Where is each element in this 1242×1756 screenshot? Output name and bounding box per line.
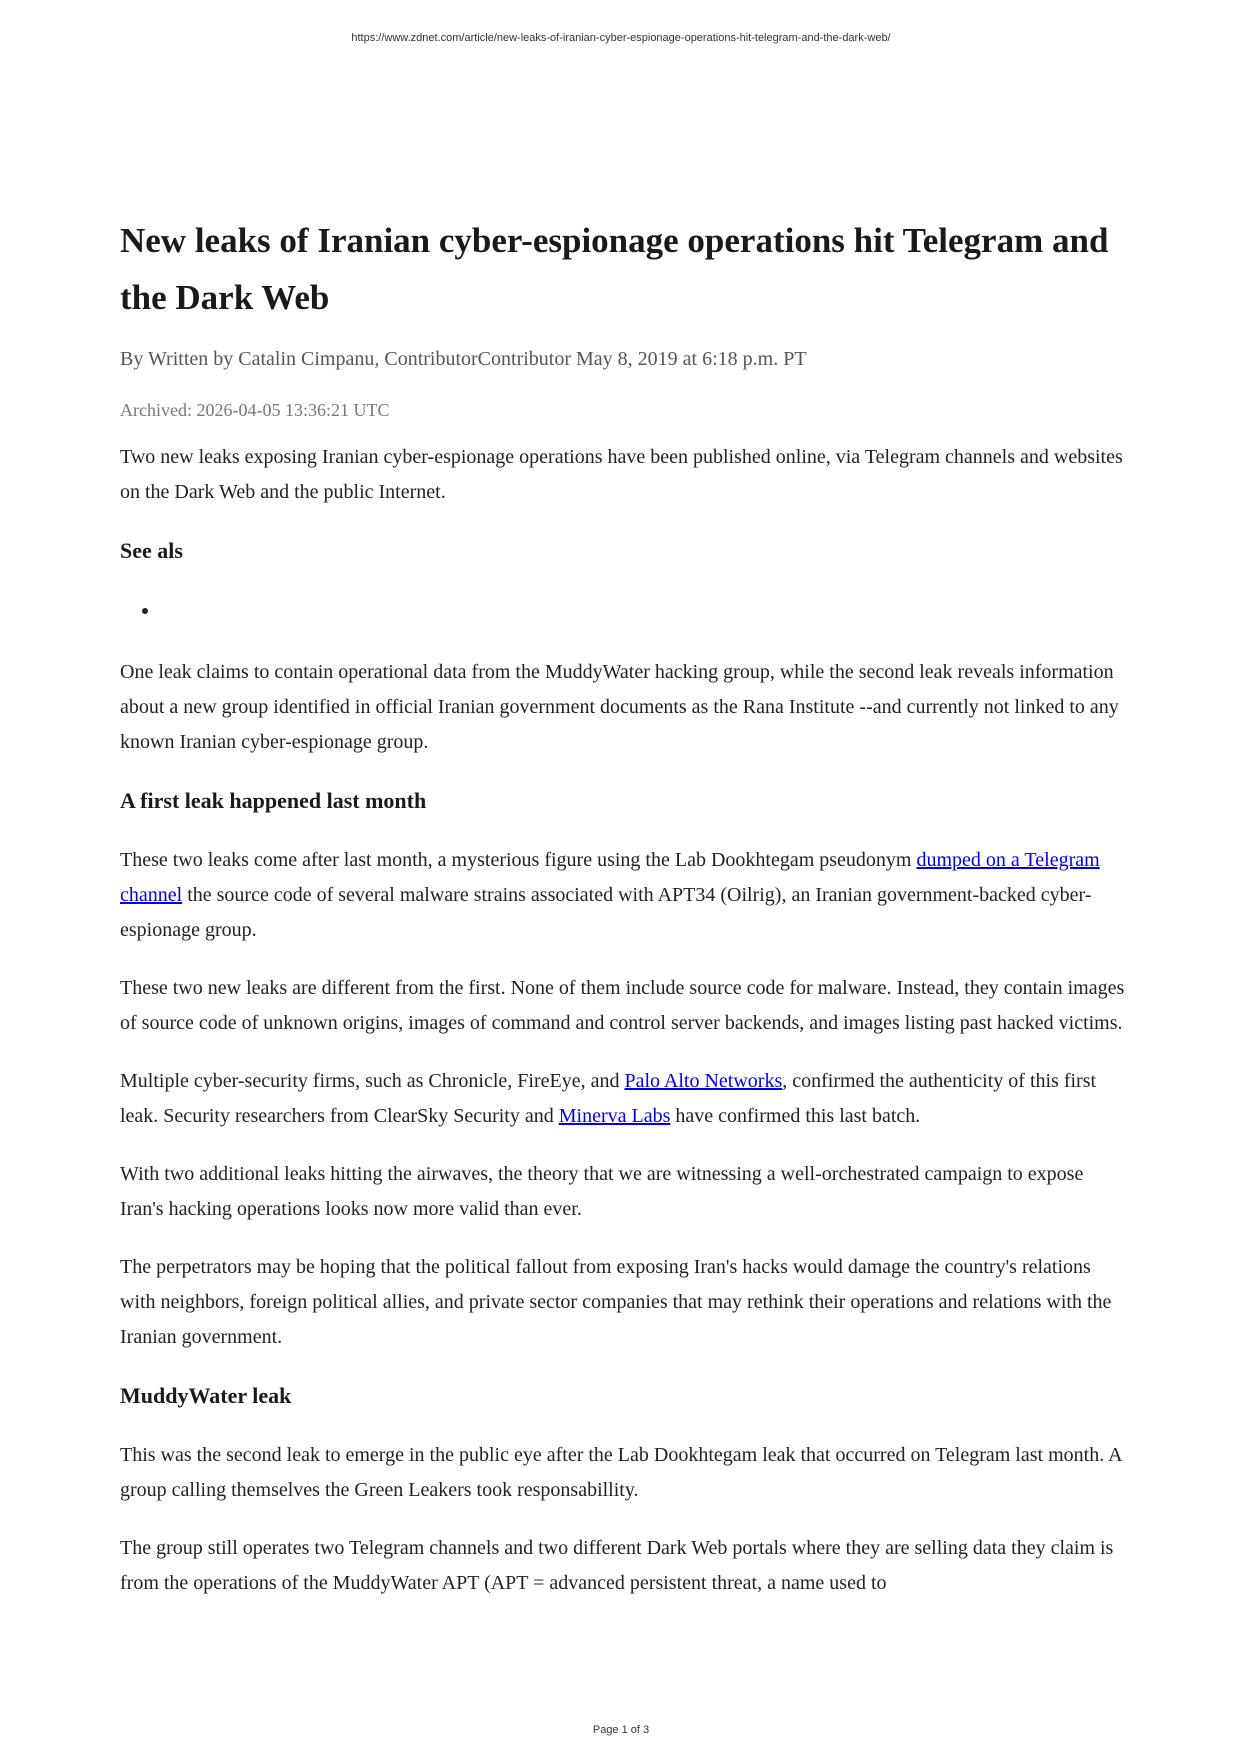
page-number: Page 1 of 3 [592, 1724, 650, 1736]
paragraph: Two new leaks exposing Iranian cyber-espionage operations have been published online, via Telegram channels and websites on the Dark Web and the public Internet. [120, 446, 1123, 503]
byline: By Written by Catalin Cimpanu, ContributorContributor May 8, 2019 at 6:18 p.m. PT [120, 348, 807, 370]
paragraph [120, 1064, 1125, 1134]
paragraph: The group still operates two Telegram channels and two different Dark Web portals where they are selling data they claim is from the operations of the MuddyWater APT (APT = advanced persistent threat, a name used to [120, 1537, 1114, 1594]
telegram-channel-link[interactable]: dumped on a Telegram channel [120, 849, 1100, 906]
text: , confirmed the authenticity of this first leak. Security researchers from ClearSky Security and [120, 1070, 1097, 1127]
page-url: https://www.zdnet.com/article/new-leaks-of-iranian-cyber-espionage-operations-hit-telegram-and-the-dark-web/ [351, 32, 891, 44]
paragraph [120, 843, 1125, 948]
section-heading: A first leak happened last month [120, 788, 427, 813]
archived-timestamp: Archived: 2026-04-05 13:36:21 UTC [120, 400, 390, 420]
article-title: New leaks of Iranian cyber-espionage operations hit Telegram and the Dark Web [120, 221, 1109, 317]
text: have confirmed this last batch. [670, 1105, 921, 1127]
text: Multiple cyber-security firms, such as Chronicle, FireEye, and [120, 1070, 625, 1092]
paragraph: One leak claims to contain operational data from the MuddyWater hacking group, while the second leak reveals information about a new group identified in official Iranian government documents as the Rana Institute --and currently not linked to any known Iranian cyber-espionage group. [120, 661, 1119, 753]
text: the source code of several malware strains associated with APT34 (Oilrig), an Iranian government-backed cyber-espionage group. [120, 884, 1092, 941]
article [120, 212, 1125, 1624]
see-also-list [120, 593, 1125, 633]
list-item [160, 593, 1125, 628]
paragraph: These two new leaks are different from the first. None of them include source code for malware. Instead, they contain images of source code of unknown origins, images of command and control server backends, and images listing past hacked victims. [120, 977, 1125, 1034]
minerva-labs-link[interactable]: Minerva Labs [558, 1105, 671, 1127]
paragraph: This was the second leak to emerge in the public eye after the Lab Dookhtegam leak that occurred on Telegram last month. A group calling themselves the Green Leakers took responsabillity. [120, 1444, 1122, 1501]
text: These two leaks come after last month, a mysterious figure using the Lab Dookhtegam pseudonym [120, 849, 917, 871]
paragraph: With two additional leaks hitting the airwaves, the theory that we are witnessing a well-orchestrated campaign to expose Iran's hacking operations looks now more valid than ever. [120, 1163, 1084, 1220]
see-also-heading: See als [120, 538, 183, 563]
section-heading: MuddyWater leak [120, 1383, 292, 1408]
palo-alto-networks-link[interactable]: Palo Alto Networks [624, 1070, 783, 1092]
paragraph: The perpetrators may be hoping that the political fallout from exposing Iran's hacks would damage the country's relations with neighbors, foreign political allies, and private sector companies that may rethink their operations and relations with the Iranian government. [120, 1256, 1112, 1348]
